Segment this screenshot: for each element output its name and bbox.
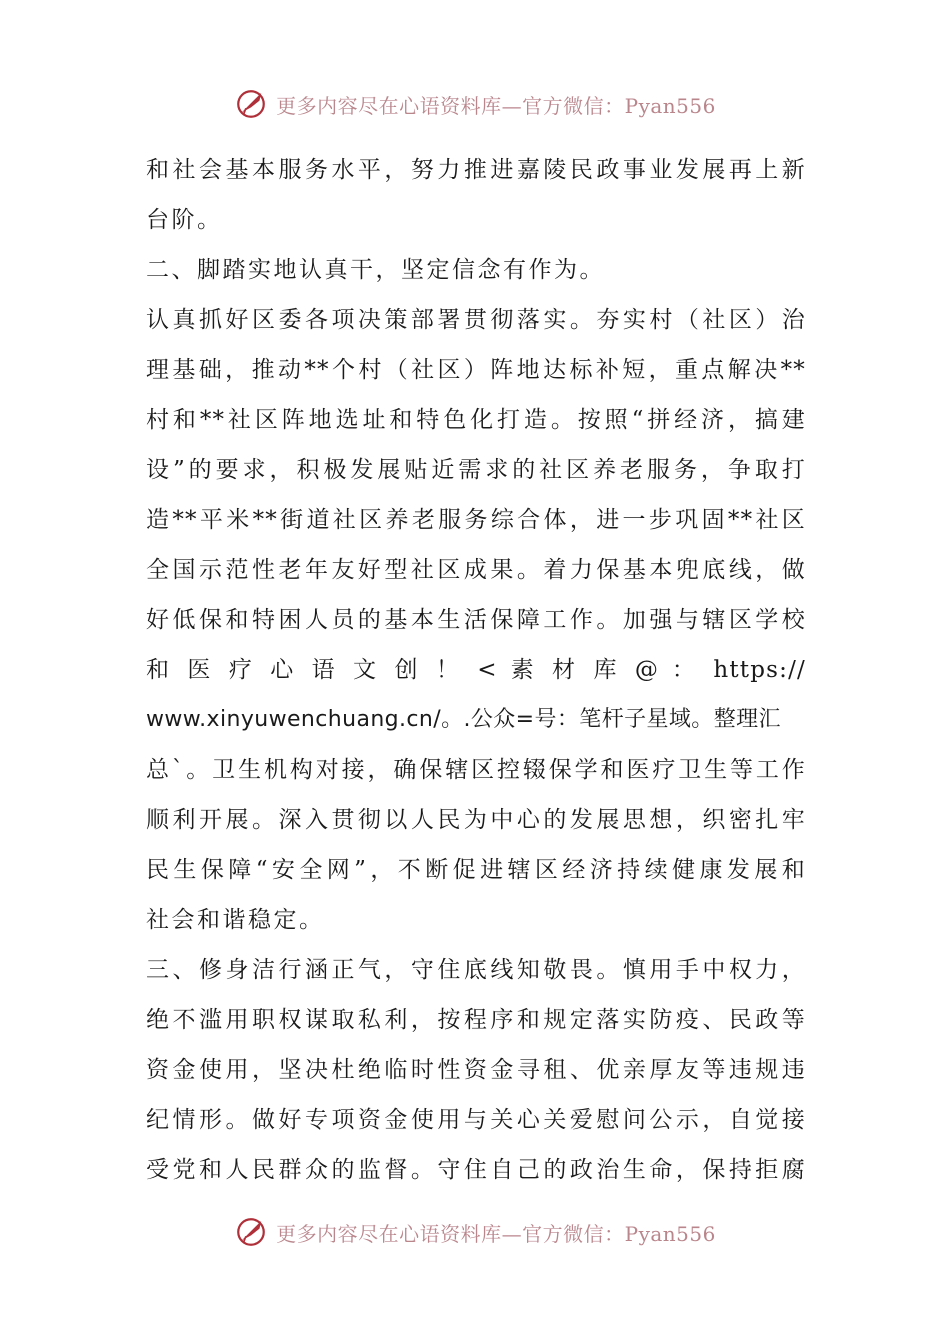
text-line: 纪情形。做好专项资金使用与关心关爱慰问公示，自觉接	[146, 1107, 806, 1133]
header-watermark	[0, 84, 950, 124]
watermark-text: 更多内容尽在心语资料库—官方微信：Pyan556	[276, 93, 716, 118]
text-line: 民生保障“安全网”，不断促进辖区经济持续健康发展和	[146, 857, 806, 883]
text-line: 资金使用，坚决杜绝临时性资金寻租、优亲厚友等违规违	[146, 1057, 806, 1083]
text-line: 顺利开展。深入贯彻以人民为中心的发展思想，织密扎牢	[146, 807, 806, 833]
text-line: 绝不滥用职权谋取私利，按程序和规定落实防疫、民政等	[146, 1007, 806, 1033]
text-line: 理基础，推动**个村（社区）阵地达标补短，重点解决**	[146, 357, 806, 383]
document-body	[146, 145, 806, 1195]
text-line: 受党和人民群众的监督。守住自己的政治生命，保持拒腐	[146, 1157, 806, 1183]
text-line: 社会和谐稳定。	[146, 907, 325, 933]
text-line: 村和**社区阵地选址和特色化打造。按照“拼经济，搞建	[146, 407, 806, 433]
text-line: 认真抓好区委各项决策部署贯彻落实。夯实村（社区）治	[146, 307, 806, 333]
quill-logo-icon	[234, 1215, 268, 1249]
text-line: 造**平米**街道社区养老服务综合体，进一步巩固**社区	[146, 507, 806, 533]
text-line: 和社会基本服务水平，努力推进嘉陵民政事业发展再上新	[146, 157, 806, 183]
footer-watermark	[0, 1212, 950, 1252]
text-line-url: www.xinyuwenchuang.cn/。.公众=号：笔杆子星域。整理汇	[146, 707, 781, 732]
text-line: 全国示范性老年友好型社区成果。着力保基本兜底线，做	[146, 557, 806, 583]
watermark-text: 更多内容尽在心语资料库—官方微信：Pyan556	[276, 1221, 716, 1246]
text-line: 台阶。	[146, 207, 223, 233]
section-heading: 三、修身洁行涵正气，守住底线知敬畏。慎用手中权力，	[146, 957, 806, 983]
text-line: 设”的要求，积极发展贴近需求的社区养老服务，争取打	[146, 457, 806, 483]
text-line: 和 医 疗 心 语 文 创 ！ < 素 材 库 @ ： https://	[146, 657, 806, 683]
section-heading: 二、脚踏实地认真干，坚定信念有作为。	[146, 257, 605, 283]
text-line: 好低保和特困人员的基本生活保障工作。加强与辖区学校	[146, 607, 806, 633]
text-line: 总`。卫生机构对接，确保辖区控辍保学和医疗卫生等工作	[146, 757, 806, 783]
quill-logo-icon	[234, 87, 268, 121]
